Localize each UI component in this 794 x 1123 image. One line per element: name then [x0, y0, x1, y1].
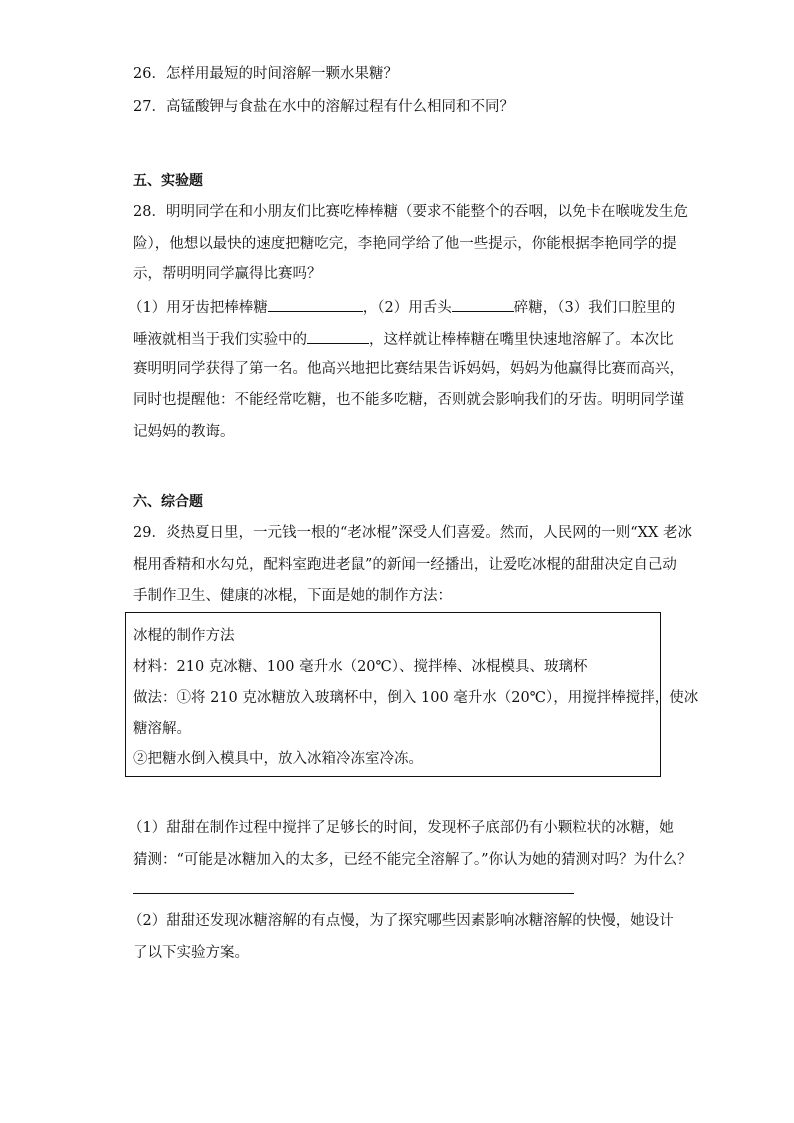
question-29-sub2-line-1: （2）甜甜还发现冰糖溶解的有点慢，为了探究哪些因素影响冰糖溶解的快慢，她设计	[128, 913, 674, 929]
question-29-line-1: 29．炎热夏日里，一元钱一根的“老冰棍”深受人们喜爱。然而，人民网的一则“XX 老冰	[133, 525, 692, 541]
q28-blank-1[interactable]	[268, 296, 363, 312]
question-29-sub2-line-2: 了以下实验方案。	[133, 945, 249, 961]
question-28-fill-line-1	[128, 296, 675, 318]
question-26: 26．怎样用最短的时间溶解一颗水果糖？	[133, 66, 398, 82]
section-heading-comprehensive: 六、综合题	[133, 494, 203, 510]
q28-blank-3[interactable]	[307, 328, 369, 344]
question-28-line-1: 28．明明同学在和小朋友们比赛吃棒棒糖（要求不能整个的吞咽，以免卡在喉咙发生危	[133, 204, 688, 220]
recipe-title: 冰棍的制作方法	[133, 628, 235, 644]
question-28-line-7: 同时也提醒他：不能经常吃糖，也不能多吃糖，否则就会影响我们的牙齿。明明同学谨	[133, 392, 684, 408]
q28-text-1a: （1）用牙齿把棒棒糖	[128, 300, 268, 316]
q28-text-2b: ，这样就让棒棒糖在嘴里快速地溶解了。本次比	[369, 332, 674, 348]
question-27: 27．高锰酸钾与食盐在水中的溶解过程有什么相同和不同？	[133, 99, 514, 115]
question-28-line-6: 赛明明同学获得了第一名。他高兴地把比赛结果告诉妈妈，妈妈为他赢得比赛而高兴，	[133, 361, 684, 377]
q28-text-2a: 唾液就相当于我们实验中的	[133, 332, 307, 348]
question-28-fill-line-2	[133, 328, 674, 350]
question-29-line-3: 手制作卫生、健康的冰棍，下面是她的制作方法：	[133, 588, 452, 604]
q28-text-1c: 碎糖，（3）我们口腔里的	[513, 300, 676, 316]
question-29-sub1-line-2: 猜测：“可能是冰糖加入的太多，已经不能完全溶解了。”你认为她的猜测对吗？为什么？	[133, 852, 692, 868]
answer-line[interactable]	[133, 893, 574, 894]
recipe-method-1: 做法：①将 210 克冰糖放入玻璃杯中，倒入 100 毫升水（20℃），用搅拌棒搅拌，使冰	[133, 690, 699, 706]
question-29-sub1-line-1: （1）甜甜在制作过程中搅拌了足够长的时间，发现杯子底部仍有小颗粒状的冰糖，她	[128, 820, 674, 836]
q28-blank-2[interactable]	[452, 296, 514, 312]
question-28-line-2: 险），他想以最快的速度把糖吃完，李艳同学给了他一些提示，你能根据李艳同学的提	[133, 236, 677, 252]
recipe-method-2: ②把糖水倒入模具中，放入冰箱冷冻室冷冻。	[133, 751, 423, 767]
recipe-method-1-cont: 糖溶解。	[133, 721, 191, 737]
recipe-materials: 材料：210 克冰糖、100 毫升水（20℃）、搅拌棒、冰棍模具、玻璃杯	[133, 659, 588, 675]
recipe-box	[125, 612, 699, 777]
section-heading-experiment: 五、实验题	[133, 173, 203, 189]
question-28-line-3: 示，帮明明同学赢得比赛吗？	[133, 266, 322, 282]
question-29-line-2: 棍用香精和水勾兑，配料室跑进老鼠”的新闻一经播出，让爱吃冰棍的甜甜决定自己动	[133, 557, 677, 573]
q28-text-1b: ，（2）用舌头	[362, 300, 452, 316]
question-28-line-8: 记妈妈的教诲。	[133, 424, 235, 440]
